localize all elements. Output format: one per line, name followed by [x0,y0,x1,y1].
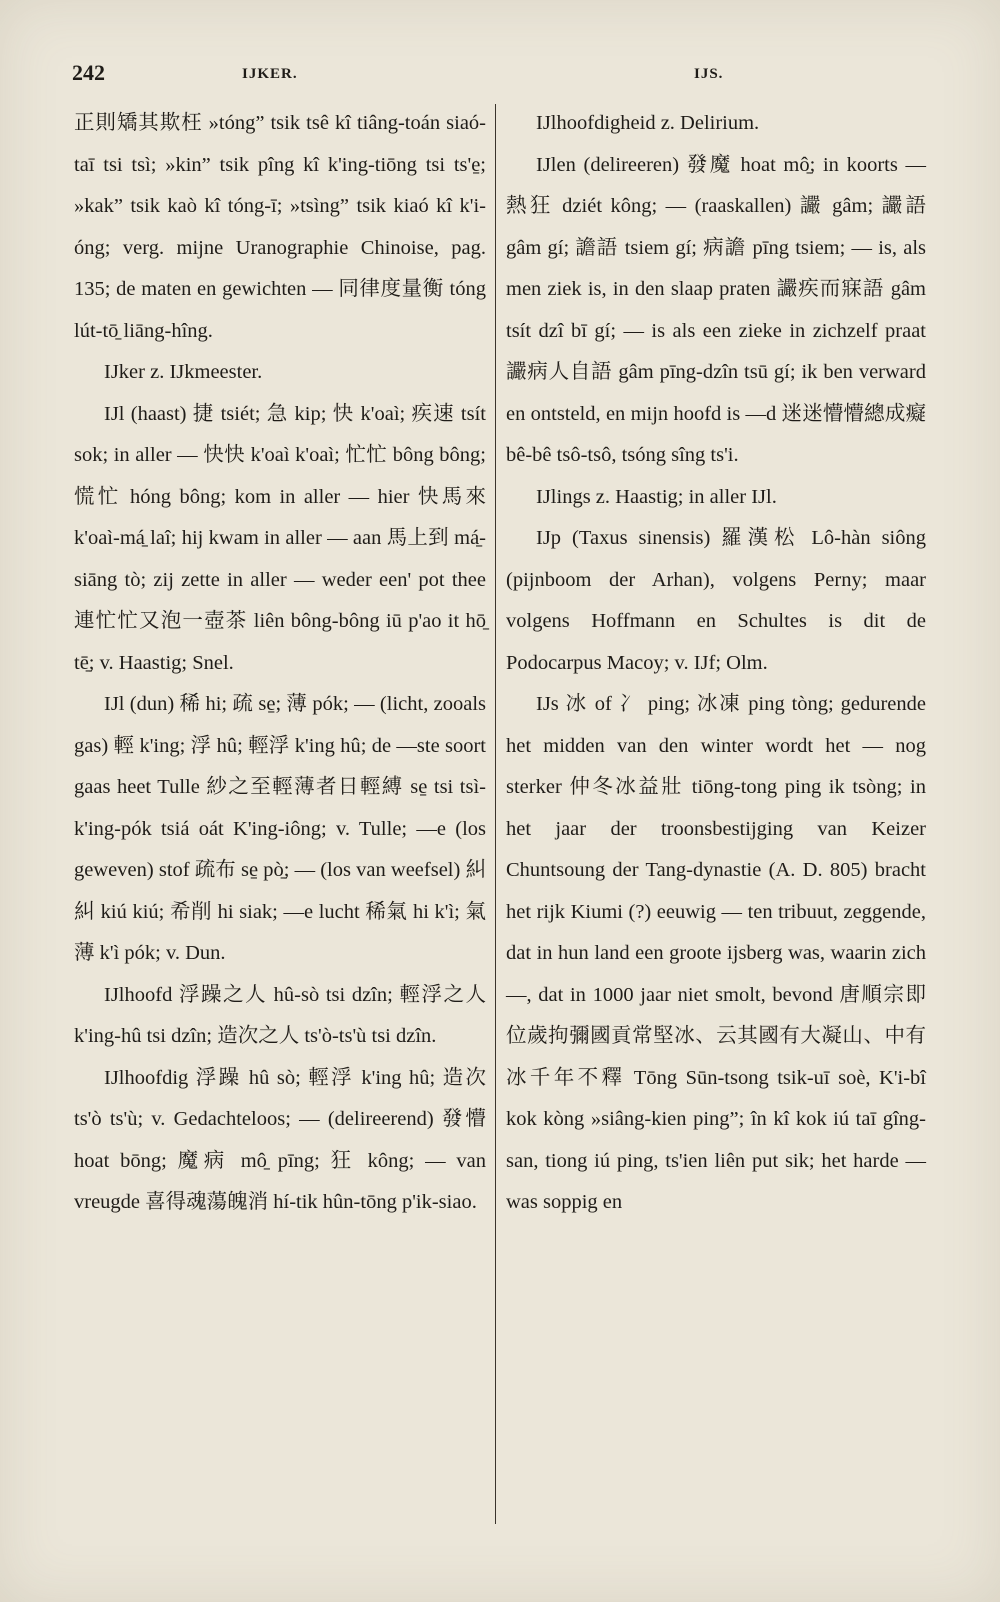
right-column [506,103,926,1224]
page-number: 242 [72,60,105,85]
entry-ijlhoofdig: IJlhoofdig 浮躁 hû sò; 輕浮 k'ing hû; 造次 ts'ò ts'ù; v. Gedachteloos; — (delireerend) 發懵 hoat bōng; 魔病 mô̱ pīng; 狂 kông; — van vreugde 喜得魂蕩魄消 hí-tik hûn-tōng p'ik-siao. [74,1066,486,1213]
left-column [74,103,486,1224]
entry-ijker: IJker z. IJkmeester. [104,361,263,383]
entry-ijlen: IJlen (delireeren) 發魔 hoat mô̱; in koorts — 熱狂 dziét kông; — (raaskallen) 讝 gâm; 讝語 gâm gí; 譫語 tsiem gí; 病譫 pīng tsiem; — is, als men ziek is, in den slaap praten 讝疾而寐語 gâm tsít dzî bī gí; — is als een zieke in zichzelf praat 讝病人自語 gâm pīng-dzîn tsū gí; ik ben verward en ontsteld, en mijn hoofd is —d 迷迷懵懵總成癡 bê-bê tsô-tsô, tsóng sîng ts'i. [506,153,926,466]
entry-ijp: IJp (Taxus sinensis) 羅漢松 Lô-hàn siông (pijnboom der Arhan), volgens Perny; maar volgens Hoffmann en Schultes is dit de Podocarpus Macoy; v. IJf; Olm. [506,527,926,674]
column-divider [495,104,496,1524]
entry-ijlings: IJlings z. Haastig; in aller IJl. [536,485,777,508]
entry-ijlhoofdigheid: IJlhoofdigheid z. Delirium. [536,112,760,134]
page-header [72,60,950,90]
right-running-head: IJS. [694,66,724,82]
entry-ijl-haast: IJl (haast) 捷 tsiét; 急 kip; 快 k'oaì; 疾速 tsít sok; in aller — 快快 k'oaì k'oaì; 忙忙 bông bông; 慌忙 hóng bông; kom in aller — hier 快馬來 k'oaì-má̱ laî; hij kwam in aller — aan 馬上到 má̱-siāng tò; zij zette in aller — weder een' pot thee 連忙忙又泡一壺茶 liên bông-bông iū p'ao it hō̱ tē̱; v. Haastig; Snel. [74,402,486,674]
entry-ijs: IJs 冰 of 冫 ping; 冰凍 ping tòng; gedurende het midden van den winter wordt het — nog sterker 仲冬冰益壯 tiōng-tong ping ik tsòng; in het jaar der troonsbestijging van Keizer Chuntsoung der Tang-dynastie (A. D. 805) bracht het rijk Kiumi (?) eeuwig — ten tribuut, zeggende, dat in hun land een groote ijsberg was, waarin zich —, dat in 1000 jaar niet smolt, bevond 唐順宗即位歲拘彌國貢常堅冰、云其國有大凝山、中有冰千年不釋 Tōng Sūn-tsong tsik-uī soè, K'i-bî kok kòng »siâng-kien ping”; în kî kok iú taī gîng-san, tiong iú ping, ts'ien liên put sik; het harde — was soppig en [506,693,926,1213]
entry-ijl-dun: IJl (dun) 稀 hi; 疏 se̱; 薄 pók; — (licht, zooals gas) 輕 k'ing; 浮 hû; 輕浮 k'ing hû; de —ste soort gaas heet Tulle 紗之至輕薄者日輕縛 se̱ tsi tsì-k'ing-pók tsiá oát K'ing-iông; v. Tulle; —e (los geweven) stof 疏布 se̱ pò̱; — (los van weefsel) 糾糾 kiú kiú; 希削 hi siak; —e lucht 稀氣 hi k'ì; 氣薄 k'ì pók; v. Dun. [74,693,486,964]
entry-ijlhoofd: IJlhoofd 浮躁之人 hû-sò tsi dzîn; 輕浮之人 k'ing-hû tsi dzîn; 造次之人 ts'ò-ts'ù tsi dzîn. [74,983,486,1047]
left-running-head: IJKER. [242,66,298,82]
entry-continuation: 正則矯其欺枉 »tóng” tsik tsê kî tiâng-toán siaó-taī tsi tsì; »kin” tsik pîng kî k'ing-tiōng tsi ts'e̱; »kak” tsik kaò kî tóng-ī; »tsìng” tsik kiaó kî k'i-óng; verg. mijne Uranographie Chinoise, pag. 135; de maten en gewichten — 同律度量衡 tóng lút-tō̱ liāng-hîng. [74,112,486,342]
